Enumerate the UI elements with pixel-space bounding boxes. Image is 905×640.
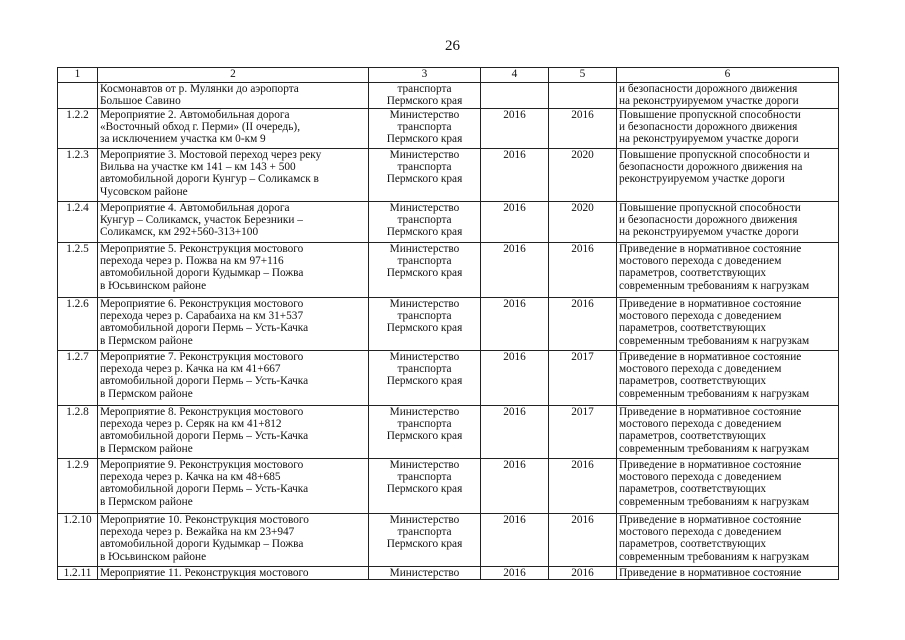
row-number-cell — [58, 567, 98, 580]
start-year-text: 2016 — [503, 567, 526, 579]
responsible-executor-text: Министерство транспорта Пермского края — [386, 243, 463, 280]
responsible-executor-cell — [369, 149, 481, 202]
expected-result-text: Повышение пропускной способности и безопасности дорожного движения на реконструируемом участке дороги — [619, 149, 810, 186]
expected-result-text: и безопасности дорожного движения на реконструируемом участке дороги — [619, 83, 799, 108]
header-cell: 4 — [481, 68, 549, 83]
expected-result-cell — [617, 298, 839, 351]
end-year-cell — [549, 83, 617, 109]
end-year-text: 2020 — [571, 202, 594, 214]
start-year-cell — [481, 243, 549, 298]
row-number-cell — [58, 298, 98, 351]
start-year-cell — [481, 109, 549, 149]
expected-result-cell — [617, 243, 839, 298]
table-row — [58, 83, 839, 109]
responsible-executor-text: Министерство транспорта Пермского края — [386, 351, 463, 388]
responsible-executor-text: Министерство транспорта Пермского края — [386, 109, 463, 146]
expected-result-text: Приведение в нормативное состояние — [619, 567, 802, 579]
expected-result-text: Приведение в нормативное состояние мостового перехода с доведением параметров, соответствующих современным требованиям к нагрузкам — [619, 351, 810, 400]
responsible-executor-text: Министерство транспорта Пермского края — [386, 459, 463, 496]
measure-name-cell — [98, 83, 369, 109]
start-year-cell — [481, 514, 549, 567]
row-number-cell — [58, 243, 98, 298]
row-number-text: 1.2.8 — [66, 406, 89, 418]
responsible-executor-cell — [369, 406, 481, 459]
table-row — [58, 406, 839, 459]
table-row — [58, 243, 839, 298]
measure-name-cell — [98, 149, 369, 202]
start-year-text: 2016 — [503, 243, 526, 255]
row-number-cell — [58, 459, 98, 514]
start-year-cell — [481, 351, 549, 406]
row-number-cell — [58, 351, 98, 406]
expected-result-text: Приведение в нормативное состояние мостового перехода с доведением параметров, соответствующих современным требованиям к нагрузкам — [619, 459, 810, 508]
measure-name-text: Мероприятие 9. Реконструкция мостового перехода через р. Качка на км 48+685 автомобильной дороги Пермь – Усть-Качка в Пермском районе — [100, 459, 309, 508]
end-year-text: 2016 — [571, 567, 594, 579]
header-cell: 2 — [98, 68, 369, 83]
table-row — [58, 351, 839, 406]
end-year-cell — [549, 459, 617, 514]
row-number-text: 1.2.10 — [63, 514, 92, 526]
responsible-executor-cell — [369, 83, 481, 109]
expected-result-text: Приведение в нормативное состояние мостового перехода с доведением параметров, соответствующих современным требованиям к нагрузкам — [619, 514, 810, 563]
responsible-executor-text: Министерство транспорта Пермского края — [386, 149, 463, 186]
expected-result-cell — [617, 83, 839, 109]
measure-name-text: Мероприятие 4. Автомобильная дорога Кунгур – Соликамск, участок Березники – Соликамск, км 292+560-313+100 — [100, 202, 303, 239]
responsible-executor-cell — [369, 109, 481, 149]
end-year-text: 2016 — [571, 243, 594, 255]
start-year-cell — [481, 459, 549, 514]
end-year-cell — [549, 351, 617, 406]
responsible-executor-text: Министерство транспорта Пермского края — [386, 202, 463, 239]
measure-name-cell — [98, 459, 369, 514]
expected-result-text: Повышение пропускной способности и безопасности дорожного движения на реконструируемом участке дороги — [619, 202, 801, 239]
row-number-text: 1.2.9 — [66, 459, 89, 471]
end-year-text: 2017 — [571, 406, 594, 418]
end-year-cell — [549, 567, 617, 580]
table-row — [58, 202, 839, 243]
end-year-cell — [549, 149, 617, 202]
expected-result-cell — [617, 514, 839, 567]
responsible-executor-cell — [369, 243, 481, 298]
start-year-text: 2016 — [503, 202, 526, 214]
measure-name-cell — [98, 298, 369, 351]
measure-name-text: Мероприятие 2. Автомобильная дорога «Восточный обход г. Перми» (II очередь), за исключением участка км 0-км 9 — [100, 109, 301, 146]
row-number-text: 1.2.5 — [66, 243, 89, 255]
row-number-cell — [58, 514, 98, 567]
row-number-text: 1.2.7 — [66, 351, 89, 363]
end-year-text: 2020 — [571, 149, 594, 161]
start-year-text: 2016 — [503, 514, 526, 526]
end-year-text: 2016 — [571, 298, 594, 310]
table-row — [58, 109, 839, 149]
start-year-text: 2016 — [503, 459, 526, 471]
measure-name-text: Мероприятие 11. Реконструкция мостового — [100, 567, 309, 579]
measure-name-cell — [98, 109, 369, 149]
row-number-text: 1.2.2 — [66, 109, 89, 121]
end-year-cell — [549, 243, 617, 298]
start-year-text: 2016 — [503, 351, 526, 363]
row-number-cell — [58, 406, 98, 459]
row-number-cell — [58, 83, 98, 109]
row-number-text: 1.2.4 — [66, 202, 89, 214]
measure-name-text: Мероприятие 8. Реконструкция мостового перехода через р. Серяк на км 41+812 автомобильной дороги Пермь – Усть-Качка в Пермском районе — [100, 406, 309, 455]
end-year-cell — [549, 514, 617, 567]
table-header-row — [58, 68, 839, 83]
responsible-executor-cell — [369, 202, 481, 243]
start-year-cell — [481, 298, 549, 351]
row-number-cell — [58, 202, 98, 243]
measure-name-text: Мероприятие 10. Реконструкция мостового перехода через р. Вежайка на км 23+947 автомобильной дороги Кудымкар – Пожва в Юсьвинском районе — [100, 514, 309, 563]
header-cell: 5 — [549, 68, 617, 83]
measure-name-cell — [98, 406, 369, 459]
start-year-cell — [481, 149, 549, 202]
table-row — [58, 514, 839, 567]
row-number-cell — [58, 149, 98, 202]
start-year-cell — [481, 567, 549, 580]
responsible-executor-text: транспорта Пермского края — [386, 83, 463, 108]
expected-result-cell — [617, 149, 839, 202]
measure-name-cell — [98, 514, 369, 567]
end-year-text: 2016 — [571, 459, 594, 471]
start-year-cell — [481, 406, 549, 459]
row-number-text: 1.2.6 — [66, 298, 89, 310]
start-year-cell — [481, 83, 549, 109]
responsible-executor-cell — [369, 351, 481, 406]
measure-name-text: Мероприятие 6. Реконструкция мостового перехода через р. Сарабаиха на км 31+537 автомобильной дороги Пермь – Усть-Качка в Пермском районе — [100, 298, 309, 347]
measure-name-cell — [98, 567, 369, 580]
start-year-text: 2016 — [503, 149, 526, 161]
header-cell: 1 — [58, 68, 98, 83]
header-cell: 6 — [617, 68, 839, 83]
expected-result-cell — [617, 406, 839, 459]
expected-result-cell — [617, 202, 839, 243]
end-year-text: 2016 — [571, 109, 594, 121]
responsible-executor-cell — [369, 567, 481, 580]
responsible-executor-cell — [369, 298, 481, 351]
end-year-cell — [549, 406, 617, 459]
expected-result-text: Повышение пропускной способности и безопасности дорожного движения на реконструируемом участке дороги — [619, 109, 801, 146]
table-row — [58, 149, 839, 202]
end-year-text: 2017 — [571, 351, 594, 363]
responsible-executor-text: Министерство транспорта Пермского края — [386, 406, 463, 443]
measure-name-text: Космонавтов от р. Мулянки до аэропорта Большое Савино — [100, 83, 299, 108]
start-year-cell — [481, 202, 549, 243]
start-year-text: 2016 — [503, 109, 526, 121]
table-row — [58, 567, 839, 580]
responsible-executor-cell — [369, 459, 481, 514]
expected-result-text: Приведение в нормативное состояние мостового перехода с доведением параметров, соответствующих современным требованиям к нагрузкам — [619, 298, 810, 347]
row-number-text: 1.2.11 — [63, 567, 92, 579]
expected-result-cell — [617, 109, 839, 149]
measure-name-text: Мероприятие 3. Мостовой переход через реку Вильва на участке км 141 – км 143 + 500 автомобильной дороги Кунгур – Соликамск в Чусовском районе — [100, 149, 322, 198]
row-number-text: 1.2.3 — [66, 149, 89, 161]
page-number: 26 — [445, 38, 460, 54]
responsible-executor-cell — [369, 514, 481, 567]
measure-name-text: Мероприятие 5. Реконструкция мостового перехода через р. Пожва на км 97+116 автомобильной дороги Кудымкар – Пожва в Юсьвинском районе — [100, 243, 304, 292]
measure-name-cell — [98, 243, 369, 298]
start-year-text: 2016 — [503, 406, 526, 418]
table-row — [58, 459, 839, 514]
expected-result-text: Приведение в нормативное состояние мостового перехода с доведением параметров, соответствующих современным требованиям к нагрузкам — [619, 243, 810, 292]
end-year-cell — [549, 109, 617, 149]
row-number-cell — [58, 109, 98, 149]
measures-table — [57, 67, 839, 580]
end-year-cell — [549, 202, 617, 243]
header-cell: 3 — [369, 68, 481, 83]
end-year-cell — [549, 298, 617, 351]
expected-result-text: Приведение в нормативное состояние мостового перехода с доведением параметров, соответствующих современным требованиям к нагрузкам — [619, 406, 810, 455]
expected-result-cell — [617, 459, 839, 514]
measure-name-cell — [98, 351, 369, 406]
responsible-executor-text: Министерство — [389, 567, 460, 579]
expected-result-cell — [617, 567, 839, 580]
start-year-text: 2016 — [503, 298, 526, 310]
measure-name-text: Мероприятие 7. Реконструкция мостового перехода через р. Качка на км 41+667 автомобильной дороги Пермь – Усть-Качка в Пермском районе — [100, 351, 309, 400]
table-row — [58, 298, 839, 351]
end-year-text: 2016 — [571, 514, 594, 526]
measure-name-cell — [98, 202, 369, 243]
responsible-executor-text: Министерство транспорта Пермского края — [386, 298, 463, 335]
responsible-executor-text: Министерство транспорта Пермского края — [386, 514, 463, 551]
expected-result-cell — [617, 351, 839, 406]
